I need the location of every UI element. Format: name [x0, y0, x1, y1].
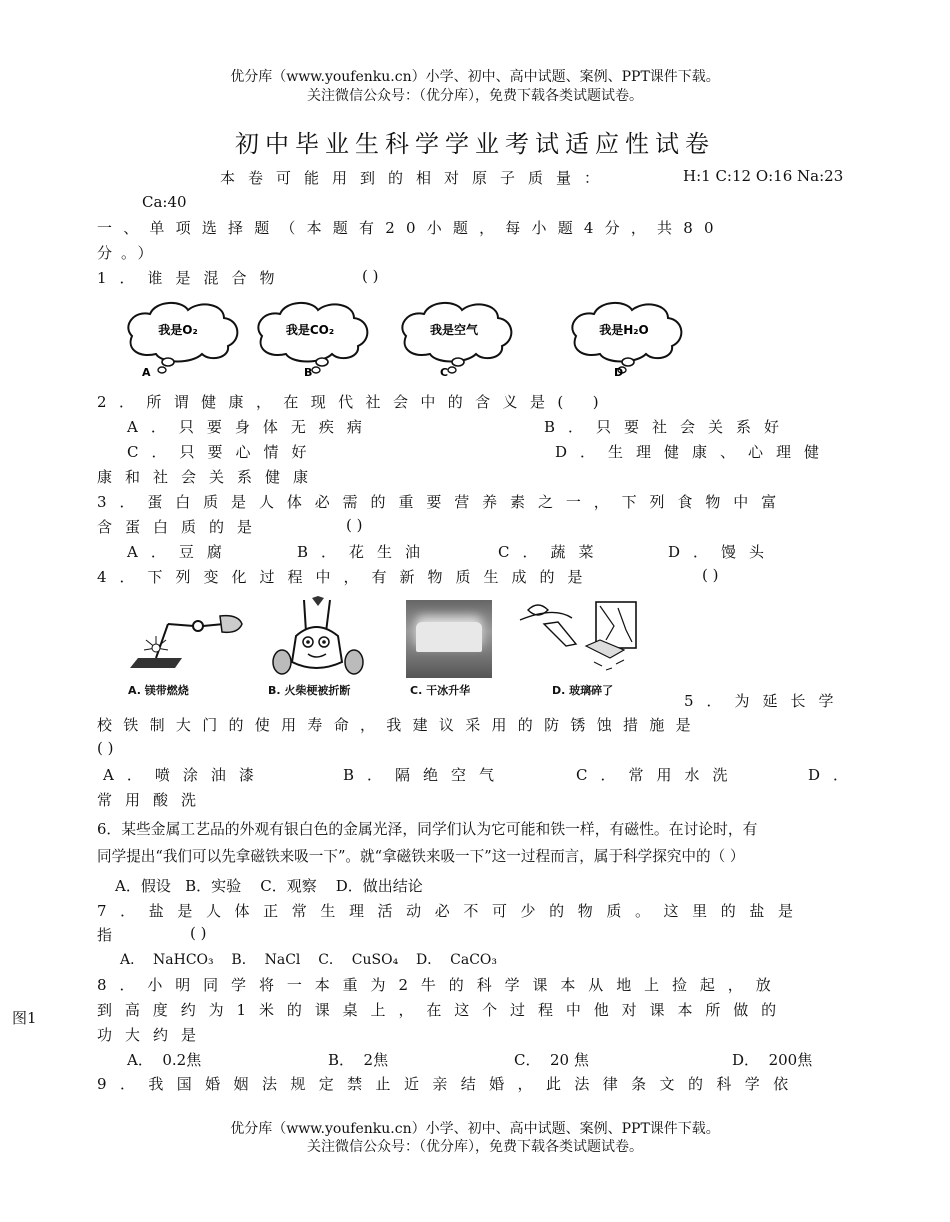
q6-line-2: 同学提出“我们可以先拿磁铁来吸一下”。就“拿磁铁来吸一下”这一过程而言，属于科学探究中的（ ）	[97, 848, 745, 865]
header-line-2: 关注微信公众号：（优分库），免费下载各类试题试卷。	[307, 88, 643, 104]
q3-option-c: C．蔬菜	[498, 543, 607, 561]
q1-paren: ( )	[362, 267, 379, 285]
q5-option-c: C．常用水洗	[576, 766, 741, 784]
cloud-b-letter: B	[304, 366, 313, 379]
q2-option-c: C．只要心情好	[127, 443, 320, 461]
figure-1-label: 图1	[12, 1009, 37, 1027]
cloud-c	[402, 303, 511, 379]
q3-option-b: B．花生油	[297, 543, 434, 561]
q9-stem: 9．我国婚姻法规定禁止近亲结婚，此法律条文的科学依	[97, 1075, 802, 1093]
cloud-a-label: 我是O₂	[158, 323, 198, 337]
cloud-b-label: 我是CO₂	[285, 323, 335, 337]
atomic-values: H:1 C:12 O:16 Na:23	[683, 167, 844, 185]
q4-paren: ( )	[702, 566, 719, 584]
q7-stem-cont: 指	[97, 926, 113, 944]
footer-line-1: 优分库（www.youfenku.cn）小学、初中、高中试题、案例、PPT课件下载。	[230, 1121, 720, 1137]
cloud-a	[128, 303, 237, 379]
atomic-ca: Ca:40	[142, 193, 187, 211]
atomic-intro: 本卷可能用到的相对原子质量：	[220, 169, 613, 187]
q4-caption-a: A. 镁带燃烧	[128, 684, 189, 697]
q1-stem: 1．谁是混合物	[97, 269, 288, 287]
header-line-1: 优分库（www.youfenku.cn）小学、初中、高中试题、案例、PPT课件下载。	[230, 69, 720, 85]
q6-options: A．假设 B．实验 C．观察 D．做出结论	[115, 877, 423, 895]
q3-stem: 3．蛋白质是人体必需的重要营养素之一，下列食物中富	[97, 493, 790, 511]
cloud-b	[258, 303, 367, 379]
q2-option-d: D．生理健康、心理健	[555, 443, 833, 461]
cloud-c-letter: C	[440, 366, 449, 379]
q8-option-a: A． 0.2焦	[127, 1051, 202, 1069]
cloud-a-letter: A	[142, 366, 151, 379]
q5-option-d: D．	[808, 766, 862, 784]
q4-caption-d: D. 玻璃碎了	[552, 684, 614, 697]
q7-paren: ( )	[190, 924, 207, 942]
q5-stem: 校铁制大门的使用寿命，我建议采用的防锈蚀措施是	[97, 716, 702, 734]
magnesium-burning-image	[120, 596, 245, 678]
q1-clouds-figure	[122, 296, 692, 382]
cloud-d-letter: D	[614, 366, 624, 379]
q3-option-a: A．豆腐	[127, 543, 235, 561]
footer-line-2: 关注微信公众号：（优分库），免费下载各类试题试卷。	[307, 1139, 643, 1155]
exam-title: 初中毕业生科学学业考试适应性试卷	[235, 130, 715, 158]
q2-option-a: A．只要身体无疾病	[127, 418, 375, 436]
q2-option-b: B．只要社会关系好	[544, 418, 793, 436]
dry-ice-image	[406, 600, 492, 678]
q8-line-3: 功大约是	[97, 1026, 210, 1044]
q8-option-c: C． 20 焦	[514, 1051, 589, 1069]
cloud-d-label: 我是H₂O	[599, 323, 649, 337]
q8-option-b: B． 2焦	[328, 1051, 389, 1069]
q8-line-2: 到高度约为1米的课桌上，在这个过程中他对课本所做的	[97, 1001, 790, 1019]
section-1-heading-cont: 分。）	[97, 244, 162, 262]
q2-stem: 2．所谓健康，在现代社会中的含义是( )	[97, 393, 612, 411]
section-1-heading: 一、单项选择题（本题有20小题，每小题4分，共80	[97, 219, 725, 237]
cloud-d	[572, 303, 681, 379]
q7-stem: 7．盐是人体正常生理活动必不可少的物质。这里的盐是	[97, 902, 807, 920]
q5-option-a: A．喷涂油漆	[103, 766, 267, 784]
q5-option-b: B．隔绝空气	[343, 766, 508, 784]
cloud-c-label: 我是空气	[429, 323, 479, 337]
q3-option-d: D．馒头	[668, 543, 778, 561]
glass-broken-image	[514, 596, 664, 678]
q7-options: A． NaHCO₃ B． NaCl C． CuSO₄ D． CaCO₃	[120, 952, 498, 968]
q4-figure	[120, 596, 665, 700]
q8-option-d: D． 200焦	[732, 1051, 813, 1069]
q5-paren: ( )	[97, 739, 114, 757]
q4-caption-c: C. 干冰升华	[410, 684, 471, 697]
q6-line-1: 6．某些金属工艺品的外观有银白色的金属光泽，同学们认为它可能和铁一样，有磁性。在讨论时，有	[97, 821, 758, 838]
q4-caption-b: B. 火柴梗被折断	[268, 684, 351, 697]
q4-stem: 4．下列变化过程中，有新物质生成的是	[97, 568, 596, 586]
q8-line-1: 8．小明同学将一本重为2牛的科学课本从地上捡起，放	[97, 976, 784, 994]
matchstick-broken-image	[268, 596, 368, 678]
q5-option-d-cont: 常用酸洗	[97, 791, 210, 809]
q5-stem-start: 5．为延长学	[684, 692, 847, 710]
q2-option-d-cont: 康和社会关系健康	[97, 468, 322, 486]
q3-paren: ( )	[346, 516, 363, 534]
q3-stem-cont: 含蛋白质的是	[97, 518, 266, 536]
